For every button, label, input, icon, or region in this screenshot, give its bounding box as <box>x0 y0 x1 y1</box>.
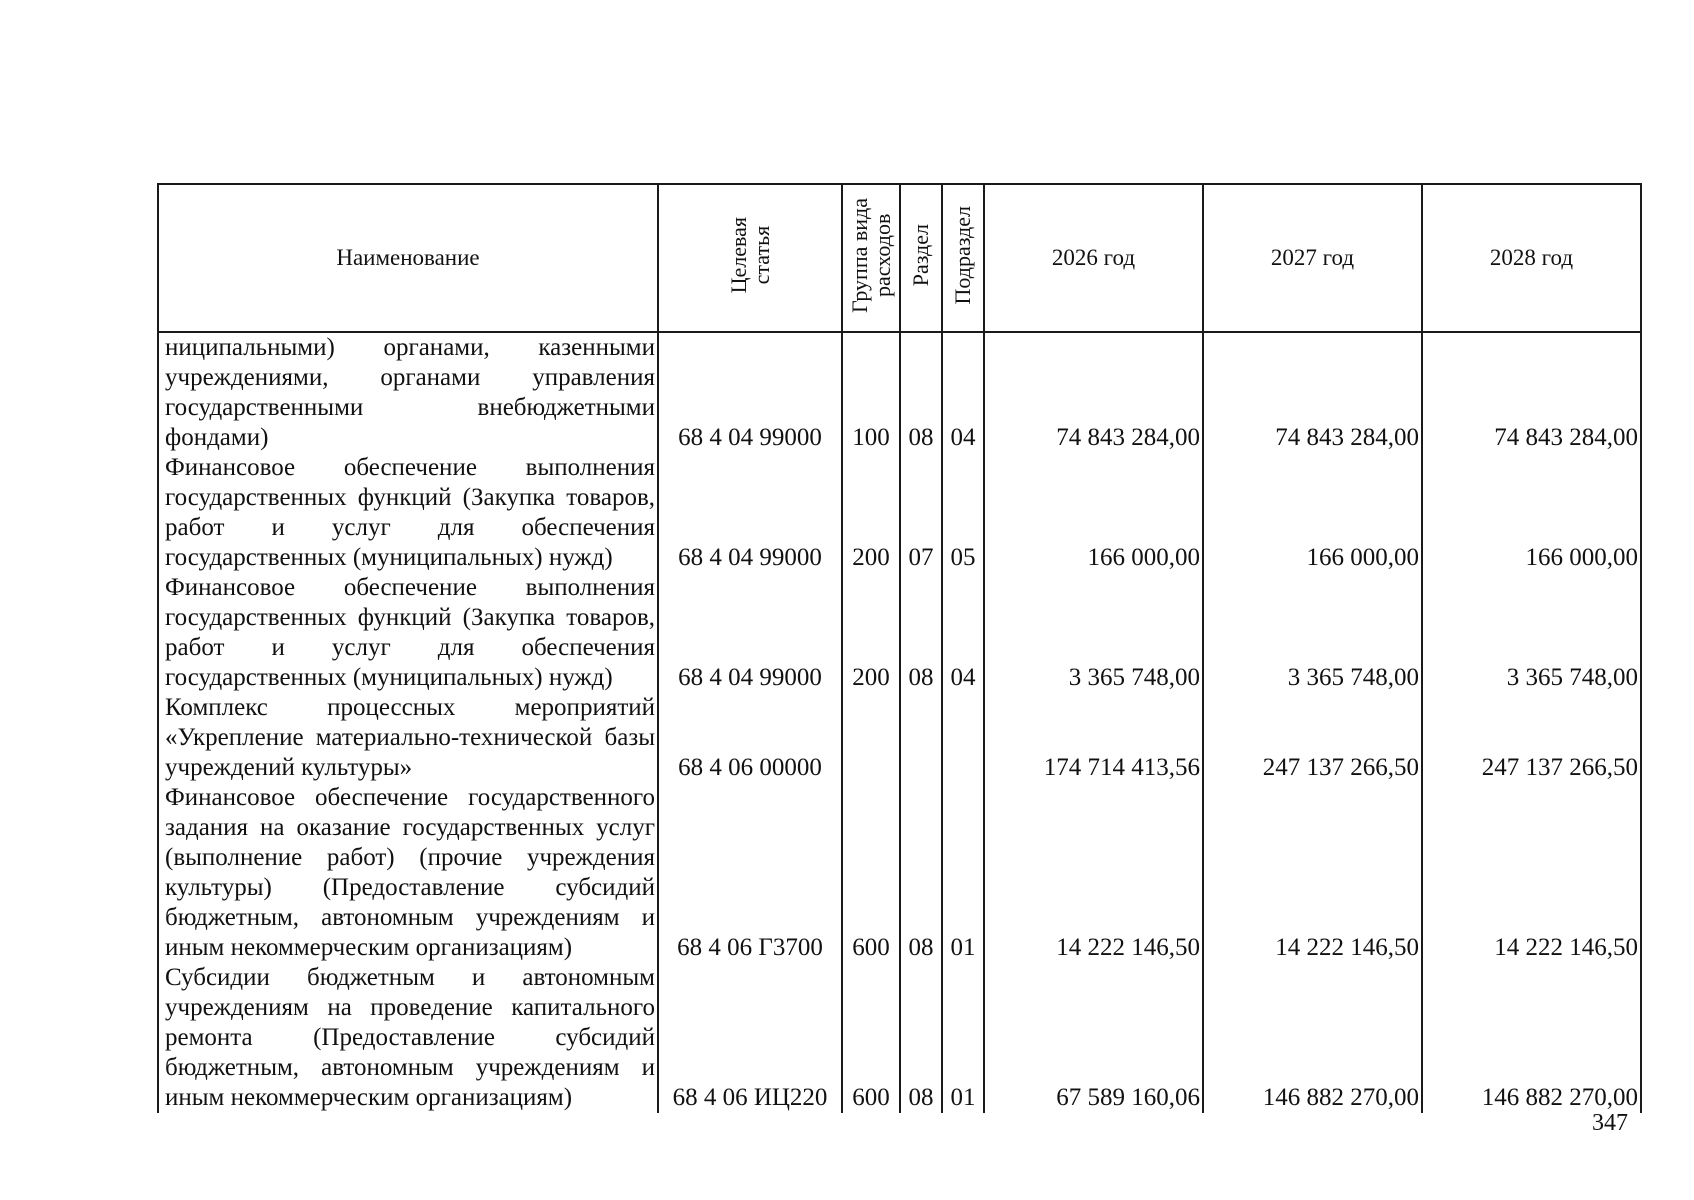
row-value-2028: 74 843 284,00 <box>1422 332 1641 453</box>
header-target-line1: Целевая <box>725 216 751 294</box>
row-subsection: 05 <box>942 453 984 573</box>
table-row <box>158 573 1641 693</box>
row-value-2027: 247 137 266,50 <box>1203 693 1422 783</box>
row-expense-group: 600 <box>842 783 900 963</box>
row-subsection: 04 <box>942 332 984 453</box>
row-section: 08 <box>900 573 942 693</box>
row-target-article: 68 4 04 99000 <box>658 332 842 453</box>
table-row <box>158 783 1641 963</box>
row-expense-group: 100 <box>842 332 900 453</box>
row-name: Комплекс процессных мероприятий «Укрепление материально-технической базы учреждений культуры» <box>158 693 658 783</box>
row-value-2028: 247 137 266,50 <box>1422 693 1641 783</box>
header-target-article-label <box>727 217 773 293</box>
header-section-label: Раздел <box>908 223 934 287</box>
header-subsection-label: Подраздел <box>950 205 976 305</box>
row-value-2027: 3 365 748,00 <box>1203 573 1422 693</box>
header-year-2026 <box>984 184 1203 332</box>
header-year-2027 <box>1203 184 1422 332</box>
header-year-2027-label: 2027 год <box>1270 245 1355 270</box>
row-name: Финансовое обеспечение государственного задания на оказание государственных услуг (выполнение работ) (прочие учреждения культуры) (Предоставление субсидий бюджетным, автономным учреждениям и иным некоммерческим организациям) <box>158 783 658 963</box>
row-target-article: 68 4 04 99000 <box>658 573 842 693</box>
row-subsection <box>942 693 984 783</box>
row-value-2027: 146 882 270,00 <box>1203 963 1422 1113</box>
row-name: ниципальными) органами, казенными учреждениями, органами управления государственными внебюджетными фондами) <box>158 332 658 453</box>
header-subsection <box>942 184 984 332</box>
row-subsection: 01 <box>942 783 984 963</box>
row-value-2026: 14 222 146,50 <box>984 783 1203 963</box>
row-section: 08 <box>900 332 942 453</box>
table-header-row <box>158 184 1641 332</box>
row-name: Субсидии бюджетным и автономным учреждениям на проведение капитального ремонта (Предоставление субсидий бюджетным, автономным учреждениям и иным некоммерческим организациям) <box>158 963 658 1113</box>
row-target-article: 68 4 06 ИЦ220 <box>658 963 842 1113</box>
header-year-2026-label: 2026 год <box>1051 245 1136 270</box>
row-target-article: 68 4 06 00000 <box>658 693 842 783</box>
header-expense-group-label <box>848 198 894 313</box>
budget-table <box>157 183 1642 1113</box>
header-year-2028-label: 2028 год <box>1489 245 1574 270</box>
row-value-2028: 166 000,00 <box>1422 453 1641 573</box>
row-value-2026: 166 000,00 <box>984 453 1203 573</box>
row-value-2026: 3 365 748,00 <box>984 573 1203 693</box>
header-name-label: Наименование <box>336 245 480 270</box>
row-value-2026: 67 589 160,06 <box>984 963 1203 1113</box>
row-name: Финансовое обеспечение выполнения государственных функций (Закупка товаров, работ и услуг для обеспечения государственных (муниципальных) нужд) <box>158 573 658 693</box>
row-expense-group <box>842 693 900 783</box>
row-subsection: 04 <box>942 573 984 693</box>
row-target-article: 68 4 04 99000 <box>658 453 842 573</box>
table-row <box>158 693 1641 783</box>
header-expense-group-line2: расходов <box>870 213 895 297</box>
row-section: 08 <box>900 783 942 963</box>
header-name <box>158 184 658 332</box>
row-value-2026: 174 714 413,56 <box>984 693 1203 783</box>
header-expense-group-line1: Группа вида <box>846 197 872 313</box>
row-name: Финансовое обеспечение выполнения государственных функций (Закупка товаров, работ и услуг для обеспечения государственных (муниципальных) нужд) <box>158 453 658 573</box>
row-subsection: 01 <box>942 963 984 1113</box>
row-expense-group: 200 <box>842 453 900 573</box>
row-section: 07 <box>900 453 942 573</box>
header-section <box>900 184 942 332</box>
row-value-2027: 14 222 146,50 <box>1203 783 1422 963</box>
row-value-2028: 146 882 270,00 <box>1422 963 1641 1113</box>
header-target-article <box>658 184 842 332</box>
row-value-2028: 3 365 748,00 <box>1422 573 1641 693</box>
table-row <box>158 963 1641 1113</box>
table-row <box>158 332 1641 453</box>
row-value-2028: 14 222 146,50 <box>1422 783 1641 963</box>
row-target-article: 68 4 06 Г3700 <box>658 783 842 963</box>
row-value-2027: 74 843 284,00 <box>1203 332 1422 453</box>
row-expense-group: 600 <box>842 963 900 1113</box>
row-value-2027: 166 000,00 <box>1203 453 1422 573</box>
header-expense-group <box>842 184 900 332</box>
row-section: 08 <box>900 963 942 1113</box>
table-row <box>158 453 1641 573</box>
page-number: 347 <box>1592 1110 1628 1136</box>
row-expense-group: 200 <box>842 573 900 693</box>
header-year-2028 <box>1422 184 1641 332</box>
header-target-line2: статья <box>749 225 774 285</box>
row-section <box>900 693 942 783</box>
row-value-2026: 74 843 284,00 <box>984 332 1203 453</box>
